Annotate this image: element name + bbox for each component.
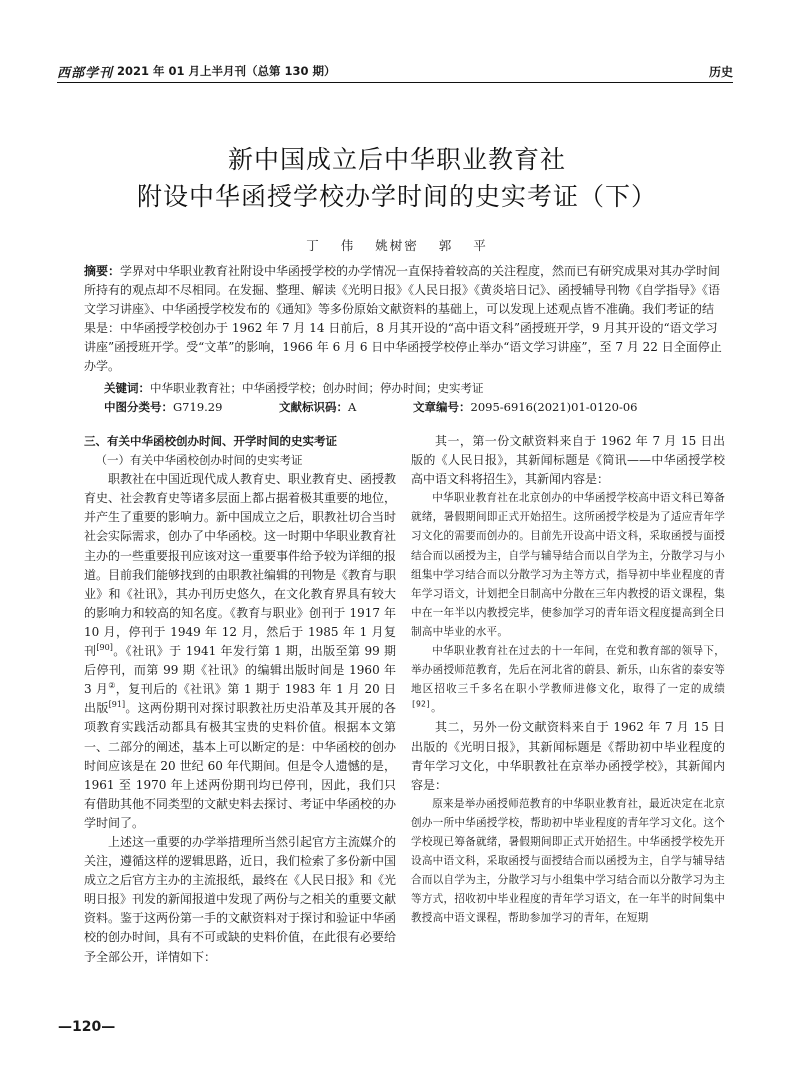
quoted-block [411, 642, 725, 718]
authors: 丁 伟 姚树密 郭 平 [306, 238, 488, 253]
body-paragraph: 其一，第一份文献资料来自于 1962 年 7 月 15 日出版的《人民日报》，其新闻标题是《简讯——中华函授学校高中语文科将招生》，其新闻内容是： [411, 434, 725, 487]
abstract [84, 262, 724, 376]
left-column [84, 432, 396, 967]
text-run: 。《社讯》于 1941 年发行第 1 期，出版至第 99 期后停刊，而第 99 期《社讯》的编辑出版时间是 1960 年 3 月 [84, 644, 396, 697]
keywords-text: 中华职业教育社；中华函授学校；创办时间；停办时间；史实考证 [150, 381, 484, 395]
abstract-text: 学界对中华职业教育社附设中华函授学校的办学情况一直保持着较高的关注程度，然而已有研究成果对其办学时间所持有的观点却不尽相同。在发掘、整理、解读《光明日报》《人民日报》《黄炎培日记》、函授辅导刊物《自学指导》《语文学习讲座》、中华函授学校发布的《通知》等多份原始文献资料的基础上，可以发现上述观点皆不准确。我们考证的结果是：中华函授学校创办于 1962 年 7 月 14 日前后，8 月其开设的“高中语文科”函授班开学，9 月其开设的“语文学习讲座”函授班开学。受“文革”的影响，1966 年 6 月 6 日中华函授学校停止举办“语文学习讲座”，至 7 月 22 日全面停止办学。 [84, 264, 722, 373]
text-run: 。这两份期刊对探讨职教社历史沿革及其开展的各项教育实践活动都具有极其宝贵的史料价值。根据本文第一、二部分的阐述，基本上可以断定的是：中华函校的创办时间应该是在 20 世纪 60 年代期间。但是令人遗憾的是，1961 至 1970 年上述两份期刊均已停刊，因此，我们只有借助其他不同类型的文献史料去探讨、考证中华函校的办学时间了。 [84, 701, 397, 830]
article-number-label: 文章编号： [413, 400, 471, 414]
body-paragraph [84, 470, 396, 833]
right-column [411, 432, 725, 928]
article-title-line-1: 新中国成立后中华职业教育社 [227, 145, 566, 174]
text-run: 。 [431, 702, 442, 715]
article-number-value: 2095-6916(2021)01-0120-06 [470, 400, 638, 414]
page-number: —120— [58, 1019, 116, 1035]
section-heading: 三、有关中华函校创办时间、开学时间的史实考证 [84, 434, 337, 448]
quoted-block: 中华职业教育社在北京创办的中华函授学校高中语文科已筹备就绪，暑假期间即正式开始招生。这所函授学校是为了适应青年学习文化的需要而创办的。目前先开设高中语文科，采取函授与面授结合而以函授为主，自学与辅导结合而以自学为主，分散学习与小组集中学习结合而以分散学习为主等方式，指导初中毕业程度的青年学习语文，计划把全日制高中分散在三年内教授的语文课程，集中在一年半以内教授完毕，使参加学习的青年语文程度提高到全日制高中毕业的水平。 [411, 492, 725, 638]
body-paragraph: 上述这一重要的办学举措理所当然引起官方主流媒介的关注，遵循这样的逻辑思路，近日，我们检索了多份新中国成立之后官方主办的主流报纸，最终在《人民日报》和《光明日报》刊发的新闻报道中发现了两份与之相关的重要文献资料。鉴于这两份第一手的文献资料对于探讨和验证中华函校的创办时间，具有不可或缺的史料价值，在此很有必要给予全部公开，详情如下： [84, 834, 397, 964]
running-header [57, 60, 733, 83]
citation-ref: [91] [108, 700, 126, 710]
journal-issue: 2021 年 01 月上半月刊（总第 130 期） [117, 64, 336, 78]
keywords [104, 379, 484, 397]
body-paragraph: 其二，另外一份文献资料来自于 1962 年 7 月 15 日出版的《光明日报》，其新闻标题是《帮助初中毕业程度的青年学习文化，中华职教社在京举办函授学校》，其新闻内容是： [411, 720, 725, 792]
clc-label: 中图分类号： [104, 400, 173, 414]
keywords-label: 关键词： [104, 381, 150, 395]
document-code-value: A [348, 400, 357, 414]
document-code-label: 文献标识码： [279, 400, 348, 414]
text-run: 职教社在中国近现代成人教育史、职业教育史、函授教育史、社会教育史等诸多层面上都占据着极其重要的地位，并产生了重要的影响力。新中国成立之后，职教社切合当时社会实际需求，创办了中华函校。这一时期中华职业教育社主办的一些重要报刊应该对这一重要事件给予较为详细的报道。目前我们能够找到的由职教社编辑的刊物是《教育与职业》和《社讯》，其办刊历史悠久，在文化教育界具有较大的影响力和较高的知名度。《教育与职业》创刊于 1917 年 10 月，停刊于 1949 年 12 月，然后于 1985 年 1 月复刊 [84, 472, 397, 659]
abstract-label: 摘要： [84, 264, 121, 278]
article-title-line-2: 附设中华函授学校办学时间的史实考证（下） [136, 182, 657, 211]
journal-logo: 西部学刊 [57, 66, 114, 81]
clc-value: G719.29 [173, 400, 223, 414]
document-code [279, 399, 356, 415]
clc-number [104, 399, 222, 415]
sub-heading: （一）有关中华函校创办时间的史实考证 [95, 453, 303, 468]
text-run: 中华职业教育社在过去的十一年间，在党和教育部的领导下，举办函授师范教育，先后在河北省的蔚县、新乐，山东省的泰安等地区招收三千多名在职小学教师进修文化，取得了一定的成绩 [411, 645, 725, 696]
section-name: 历史 [708, 65, 733, 79]
footnote-ref: ② [108, 681, 116, 691]
quoted-block: 原来是举办函授师范教育的中华职业教育社，最近决定在北京创办一所中华函授学校，帮助初中毕业程度的青年学习文化。这个学校现已筹备就绪，暑假期间即正式开始招生。中华函授学校先开设高中语文科，采取函授与面授结合而以函授为主，自学与辅导结合而以自学为主，分散学习与小组集中学习结合而以分散学习为主等方式，招收初中毕业程度的青年学习语文，在一年半的时间集中教授高中语文课程，帮助参加学习的青年，在短期 [411, 797, 725, 925]
text-run: ，复刊后的《社讯》第 1 期于 1983 年 1 月 20 日出版 [84, 682, 396, 716]
citation-ref: [92] [411, 699, 432, 709]
article-number [413, 399, 637, 415]
citation-ref: [90] [96, 643, 113, 653]
